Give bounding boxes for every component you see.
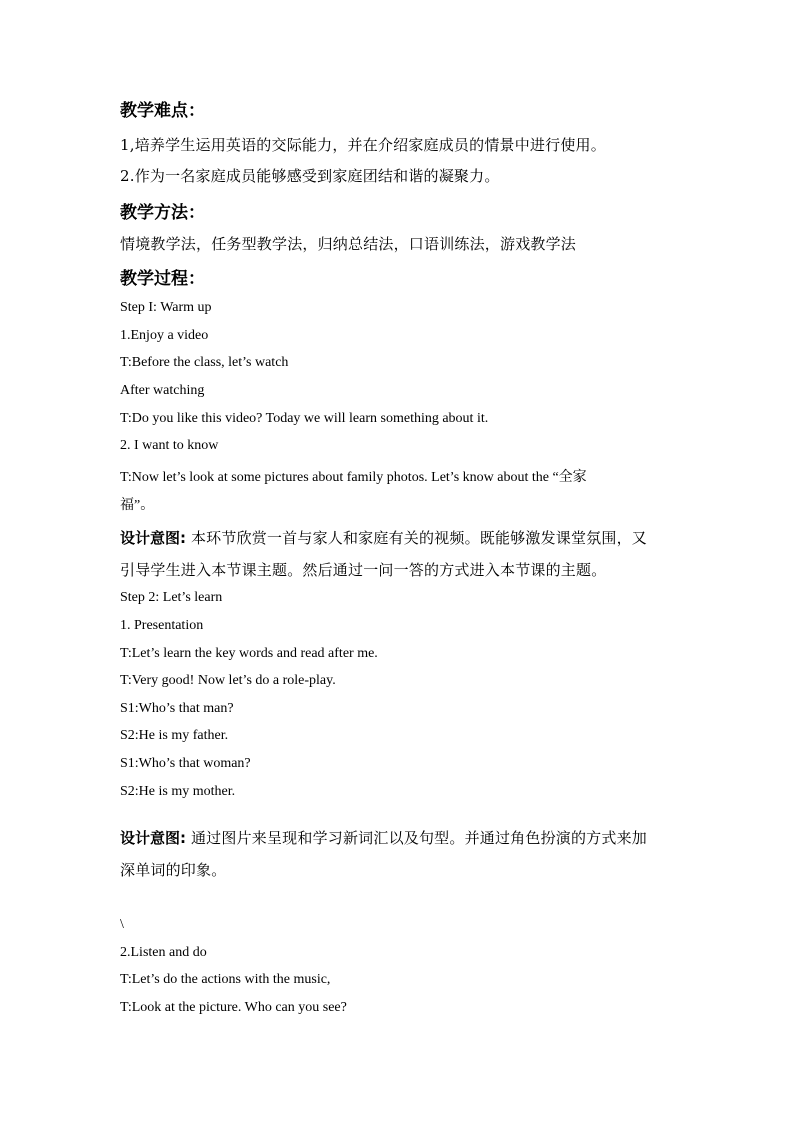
step2-line-2: T:Very good! Now let’s do a role-play. (120, 673, 336, 688)
step1-teacher-line-2: T:Do you like this video? Today we will learn something about it. (120, 411, 489, 426)
step1-teacher-line-3: T:Now let’s look at some pictures about family photos. Let’s know about the “全家 (120, 470, 587, 485)
difficulty-heading: 教学难点： (120, 101, 205, 121)
step2-item-2: 2.Listen and do (120, 945, 207, 960)
step2-line-1: T:Let’s learn the key words and read after me. (120, 646, 378, 661)
design-intent-label: 设计意图: (120, 529, 186, 547)
step2-title: Step 2: Let’s learn (120, 590, 223, 605)
process-heading: 教学过程： (120, 269, 205, 289)
step1-teacher-line-1: T:Before the class, let’s watch (120, 355, 289, 370)
step2-line-4: S2:He is my father. (120, 728, 229, 743)
design-intent-text: 本环节欣赏一首与家人和家庭有关的视频。既能够激发课堂氛围，又 (186, 529, 647, 547)
step2-teacher-line-4: T:Let’s do the actions with the music, (120, 972, 331, 987)
design-intent-label: 设计意图: (120, 829, 186, 847)
step1-design-intent (120, 527, 647, 548)
step2-design-intent (120, 827, 647, 848)
difficulty-item-1: 1,培养学生运用英语的交际能力，并在介绍家庭成员的情景中进行使用。 (120, 136, 606, 154)
method-text: 情境教学法，任务型教学法，归纳总结法，口语训练法，游戏教学法 (120, 235, 577, 253)
step1-after-watching: After watching (120, 383, 205, 398)
design-intent-text: 通过图片来呈现和学习新词汇以及句型。并通过角色扮演的方式来加 (186, 829, 647, 847)
step1-design-intent-cont: 引导学生进入本节课主题。然后通过一问一答的方式进入本节课的主题。 (120, 561, 607, 579)
step2-teacher-line-5: T:Look at the picture. Who can you see? (120, 1000, 347, 1015)
step1-item-1: 1.Enjoy a video (120, 328, 209, 343)
step2-line-5: S1:Who’s that woman? (120, 756, 251, 771)
step2-item-1: 1. Presentation (120, 618, 204, 633)
step1-title: Step I: Warm up (120, 300, 212, 315)
difficulty-item-2: 2.作为一名家庭成员能够感受到家庭团结和谐的凝聚力。 (120, 167, 500, 185)
step2-design-intent-cont: 深单词的印象。 (120, 861, 227, 879)
method-heading: 教学方法： (120, 203, 205, 223)
step1-teacher-line-3-cont: 福”。 (120, 498, 155, 513)
stray-backslash: \ (120, 917, 124, 932)
step1-item-2: 2. I want to know (120, 438, 219, 453)
step2-line-3: S1:Who’s that man? (120, 701, 234, 716)
step2-line-6: S2:He is my mother. (120, 784, 236, 799)
